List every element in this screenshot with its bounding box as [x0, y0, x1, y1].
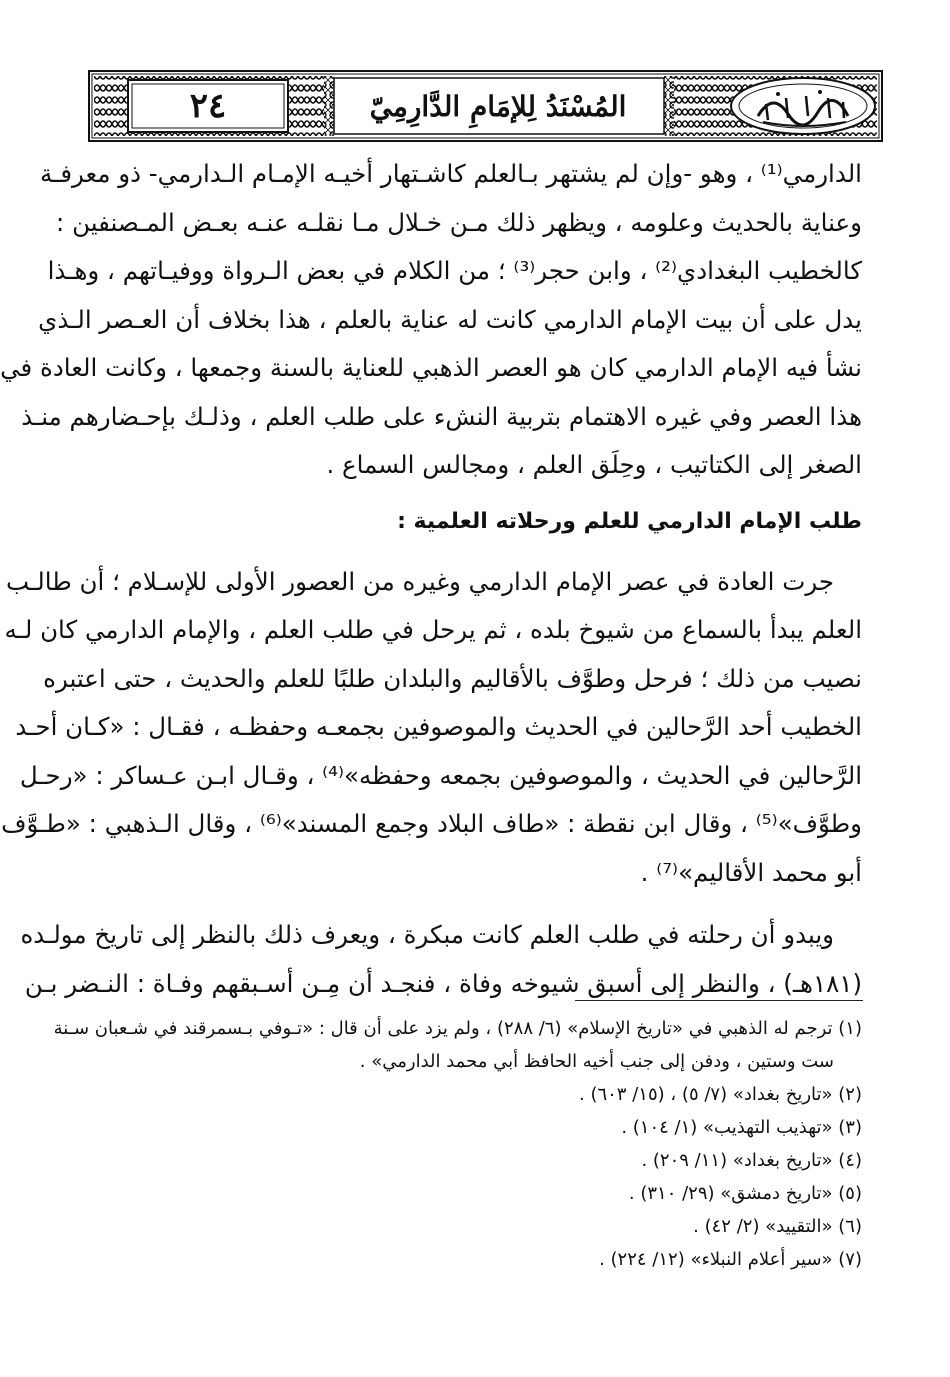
text-line: أبو محمد الأقاليم»⁽⁷⁾ . — [640, 857, 862, 887]
footnote-5: (٥) «تاريخ دمشق» (٢٩/ ٣١٠) . — [628, 1183, 862, 1204]
text-line: الدارمي⁽¹⁾ ، وهو -وإن لم يشتهر بـالعلم كاشـتهار أخيـه الإمـام الـدارمي- ذو معرفـة — [40, 159, 862, 188]
footnote-separator — [575, 1000, 863, 1001]
footnote-7: (٧) «سير أعلام النبلاء» (١٢/ ٢٢٤) . — [599, 1249, 862, 1270]
text-line: الرَّحالين في الحديث ، والموصوفين بجمعه وحفظه»⁽⁴⁾ ، وقـال ابـن عـساكر : «رحـل — [19, 760, 862, 790]
text-line: وطوَّف»⁽⁵⁾ ، وقال ابن نقطة : «طاف البلاد وجمع المسند»⁽⁶⁾ ، وقال الـذهبي : «طـوَّف — [1, 809, 862, 838]
paragraph-3 — [20, 911, 862, 1008]
text-line: نصيب من ذلك ؛ فرحل وطوَّف بالأقاليم والبلدان طلبًا للعلم والحديث ، حتى اعتبره — [43, 663, 862, 693]
paragraph-2 — [1, 558, 862, 898]
footnote-6: (٦) «التقييد» (٢/ ٤٢) . — [693, 1216, 862, 1237]
text-line: الصغر إلى الكتاتيب ، وحِلَق العلم ، ومجالس السماع . — [326, 450, 862, 479]
running-title: المُسْنَدُ لِلإمَامِ الدَّارِمِيّ — [369, 89, 627, 123]
text-line: (١٨١هـ) ، والنظر إلى أسبق شيوخه وفاة ، فنجـد أن مِـن أسـبقهم وفـاة : النـضر بـن — [24, 968, 862, 998]
text-line: الخطيب أحد الرَّحالين في الحديث والموصوفين بجمعـه وحفظـه ، فقـال : «كـان أحـد — [15, 712, 862, 741]
text-line: كالخطيب البغدادي⁽²⁾ ، وابن حجر⁽³⁾ ؛ من الكلام في بعض الـرواة ووفيـاتهم ، وهـذا — [47, 256, 862, 285]
text-line: هذا العصر وفي غيره الاهتمام بتربية النشء على طلب العلم ، وذلـك بإحـضارهم منـذ — [21, 401, 862, 431]
footnote-3: (٣) «تهذيب التهذيب» (١/ ١٠٤) . — [621, 1117, 862, 1138]
text-line: ويبدو أن رحلته في طلب العلم كانت مبكرة ، ويعرف ذلك بالنظر إلى تاريخ مولـده — [20, 920, 834, 949]
page-header — [88, 70, 883, 142]
footnote-1-continued: ست وستين ، ودفن إلى جنب أخيه الحافظ أبي محمد الدارمي» . — [359, 1051, 834, 1072]
section-heading: طلب الإمام الدارمي للعلم ورحلاته العلمية : — [397, 508, 862, 534]
book-logo-medallion — [728, 76, 878, 136]
page-number: ٢٤ — [189, 86, 227, 126]
text-line: جرت العادة في عصر الإمام الدارمي وغيره من العصور الأولى للإسـلام ؛ أن طالـب — [6, 566, 834, 596]
footnotes — [53, 1012, 862, 1276]
paragraph-1 — [0, 150, 862, 490]
text-line: وعناية بالحديث وعلومه ، ويظهر ذلك مـن خـلال مـا نقلـه عنـه بعـض المـصنفين : — [56, 207, 862, 237]
footnote-4: (٤) «تاريخ بغداد» (١١/ ٢٠٩) . — [641, 1150, 862, 1171]
text-line: العلم يبدأ بالسماع من شيوخ بلده ، ثم يرحل في طلب العلم ، والإمام الدارمي كان لـه — [4, 615, 862, 644]
text-line: نشأ فيه الإمام الدارمي كان هو العصر الذهبي للعناية بالسنة وجمعها ، وكانت العادة في — [0, 353, 862, 382]
text-line: يدل على أن بيت الإمام الدارمي كانت له عناية بالعلم ، هذا بخلاف أن العـصر الـذي — [38, 304, 862, 334]
footnote-2: (٢) «تاريخ بغداد» (٧/ ٥) ، (١٥/ ٦٠٣) . — [579, 1084, 862, 1105]
footnote-1: (١) ترجم له الذهبي في «تاريخ الإسلام» (٦/ ٢٨٨) ، ولم يزد على أن قال : «تـوفي بـسمرقند في شـعبان سـنة — [53, 1018, 862, 1039]
main-text — [0, 150, 862, 1008]
calligraphy-logo-icon — [728, 76, 878, 136]
